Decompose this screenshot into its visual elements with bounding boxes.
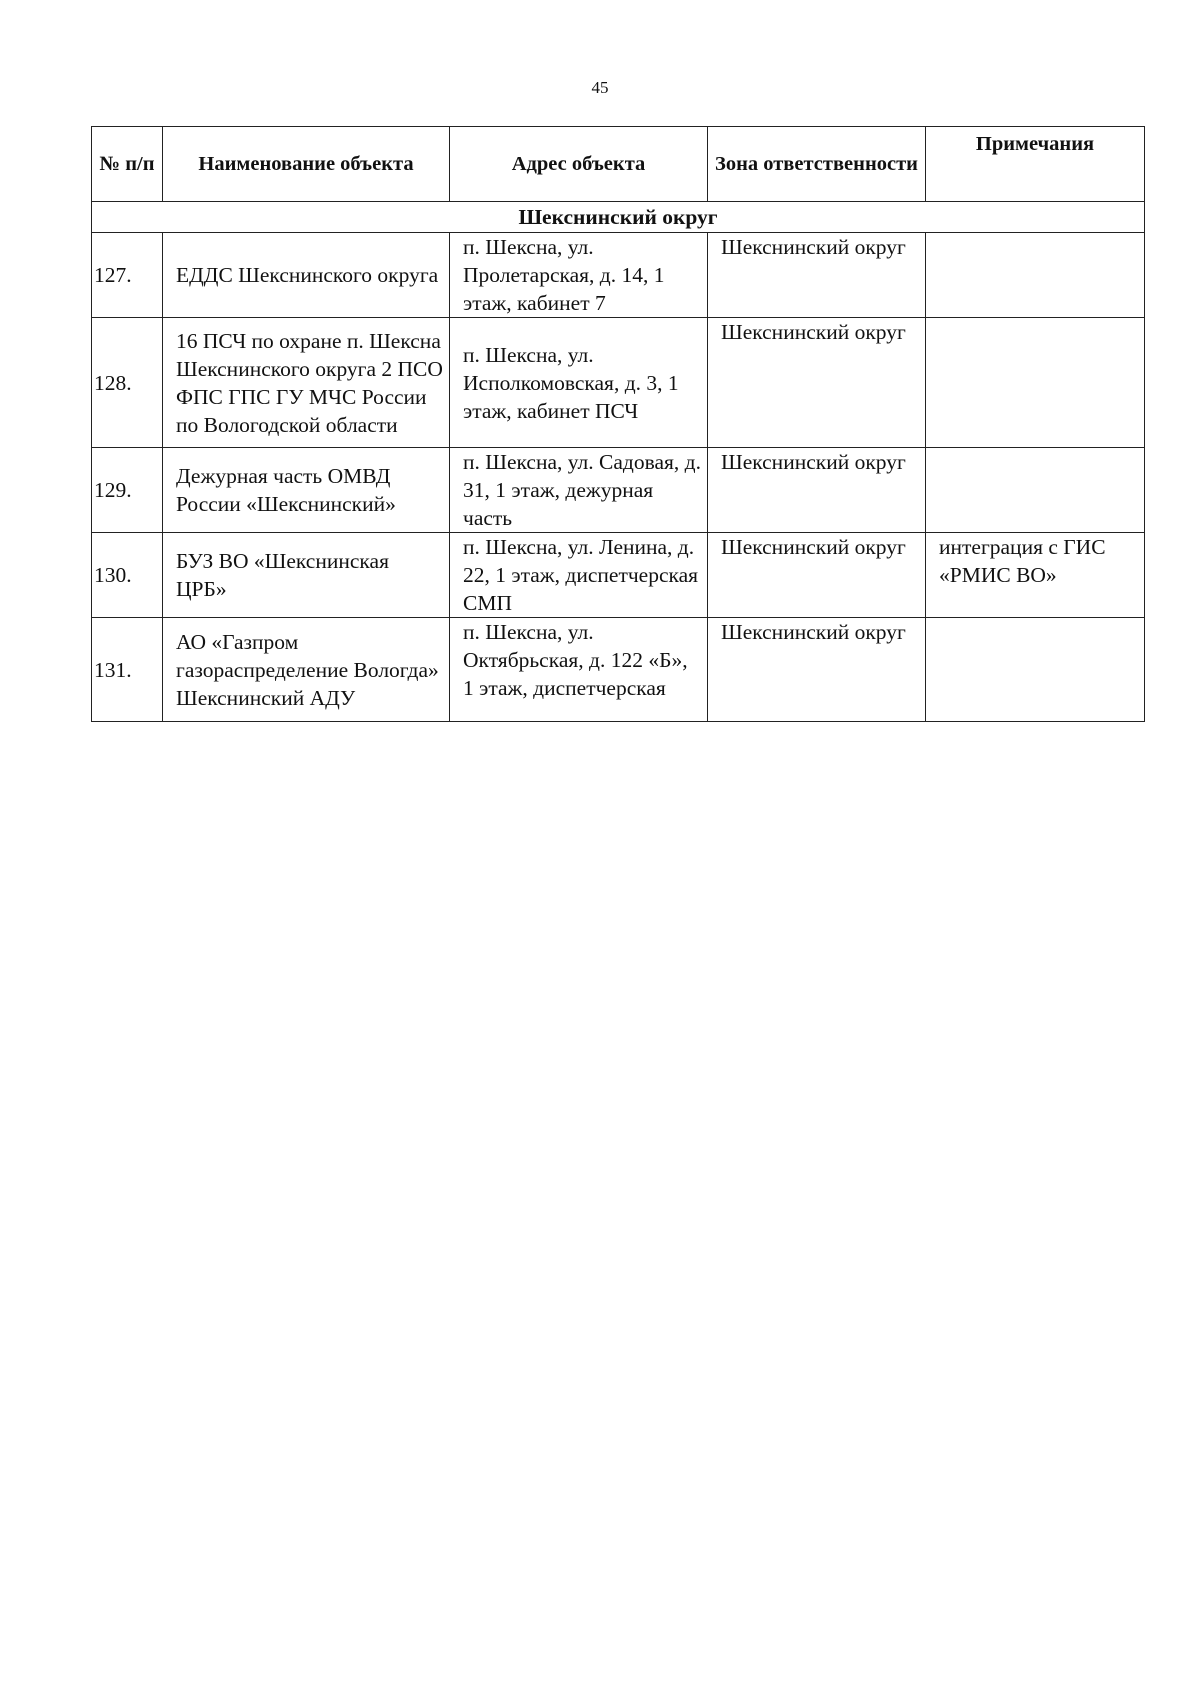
object-address: п. Шексна, ул. Исполкомовская, д. 3, 1 этаж, кабинет ПСЧ [450,318,708,448]
notes: интеграция с ГИС «РМИС ВО» [926,533,1145,618]
section-title: Шекснинский округ [92,202,1145,233]
header-zone: Зона ответственности [708,127,926,202]
object-address: п. Шексна, ул. Октябрьская, д. 122 «Б», 1 этаж, диспетчерская [450,618,708,722]
responsibility-zone: Шекснинский округ [708,618,926,722]
notes [926,233,1145,318]
objects-table [91,126,1145,722]
page-number: 45 [591,78,609,97]
object-address: п. Шексна, ул. Ленина, д. 22, 1 этаж, диспетчерская СМП [450,533,708,618]
header-notes: Примечания [926,127,1145,202]
table-row [92,618,1145,722]
row-number: 130. [92,533,163,618]
object-name: 16 ПСЧ по охране п. Шексна Шекснинского округа 2 ПСО ФПС ГПС ГУ МЧС России по Вологодской области [163,318,450,448]
object-name: БУЗ ВО «Шекснинская ЦРБ» [163,533,450,618]
object-address: п. Шексна, ул. Садовая, д. 31, 1 этаж, дежурная часть [450,448,708,533]
object-name: ЕДДС Шекснинского округа [163,233,450,318]
object-name: Дежурная часть ОМВД России «Шекснинский» [163,448,450,533]
notes [926,318,1145,448]
row-number: 127. [92,233,163,318]
table-row [92,533,1145,618]
table-header-row [92,127,1145,202]
row-number: 131. [92,618,163,722]
header-name: Наименование объекта [163,127,450,202]
row-number: 129. [92,448,163,533]
table-row [92,233,1145,318]
notes [926,618,1145,722]
table-row [92,318,1145,448]
header-number: № п/п [92,127,163,202]
responsibility-zone: Шекснинский округ [708,533,926,618]
responsibility-zone: Шекснинский округ [708,318,926,448]
notes [926,448,1145,533]
row-number: 128. [92,318,163,448]
object-name: АО «Газпром газораспределение Вологда» Шекснинский АДУ [163,618,450,722]
object-address: п. Шексна, ул. Пролетарская, д. 14, 1 этаж, кабинет 7 [450,233,708,318]
section-row [92,202,1145,233]
table-row [92,448,1145,533]
responsibility-zone: Шекснинский округ [708,233,926,318]
responsibility-zone: Шекснинский округ [708,448,926,533]
header-address: Адрес объекта [450,127,708,202]
